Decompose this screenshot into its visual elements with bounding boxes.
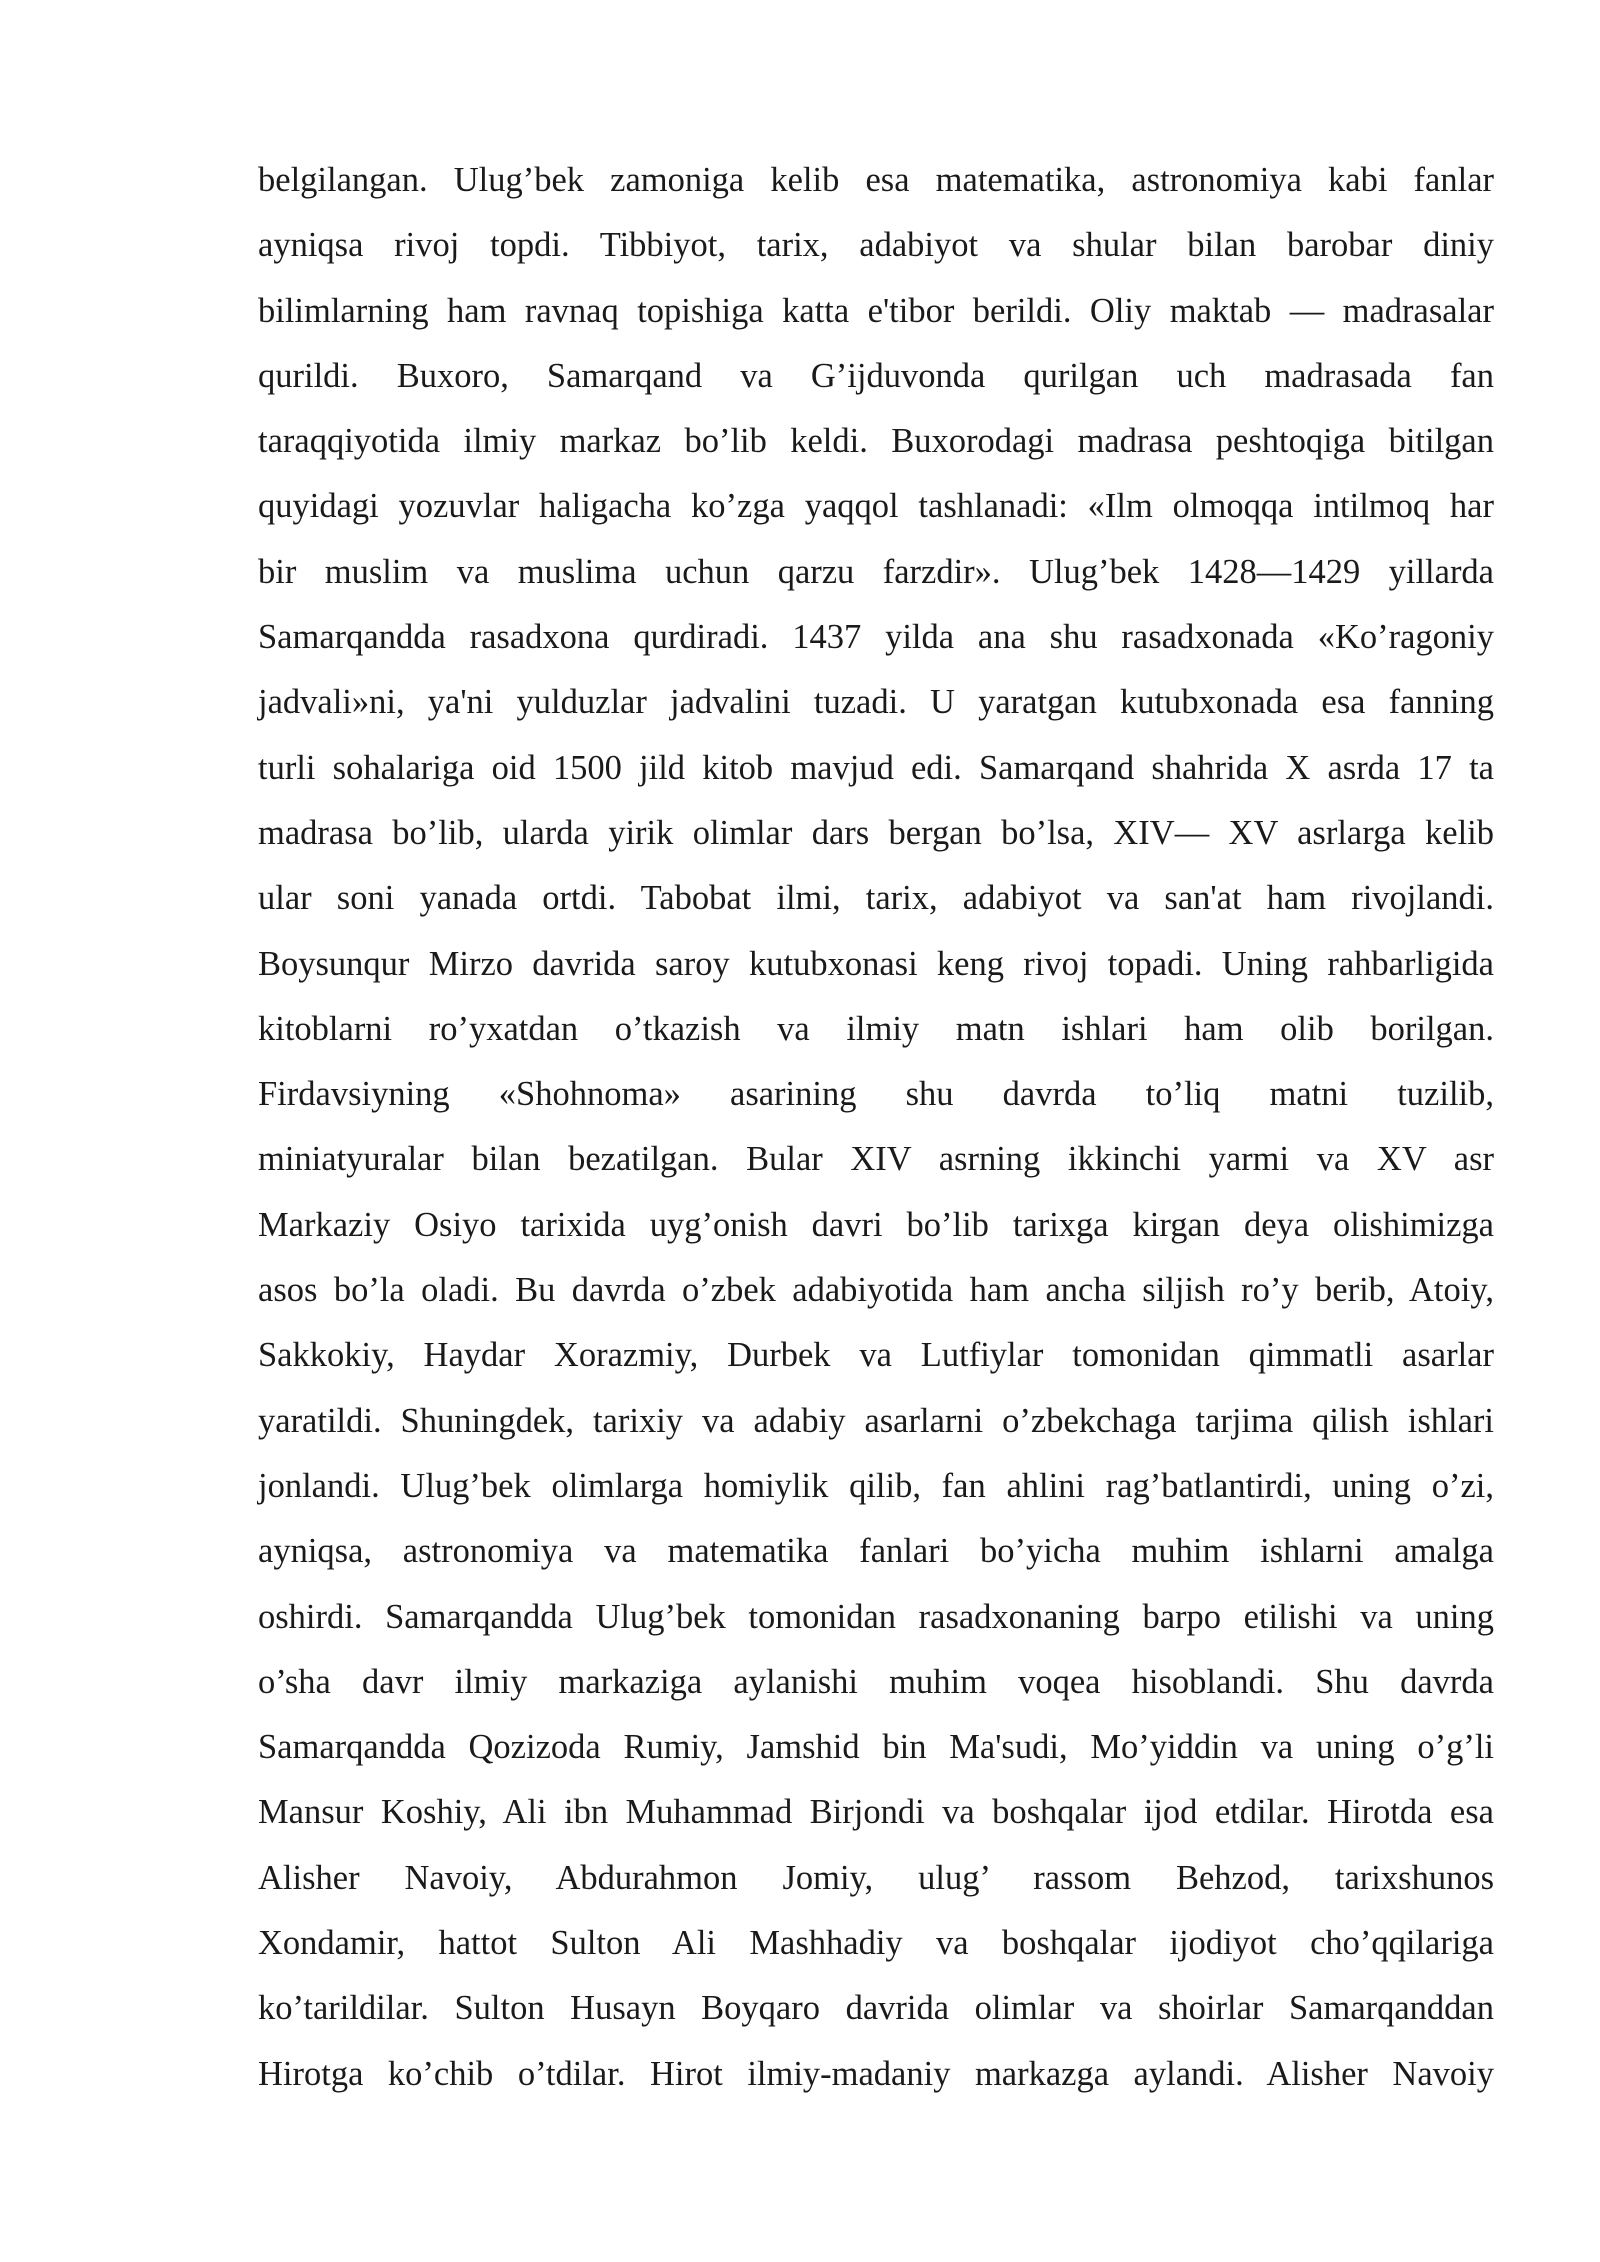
text-line: Samarqandda Qozizoda Rumiy, Jamshid bin Ma'sudi, Mo’yiddin va uning o’g’li (258, 1728, 1494, 1767)
text-line: ayniqsa, astronomiya va matematika fanlari bo’yicha muhim ishlarni amalga (258, 1532, 1494, 1571)
text-line: ular soni yanada ortdi. Tabobat ilmi, tarix, adabiyot va san'at ham rivojlandi. (258, 879, 1494, 918)
text-line: asos bo’la oladi. Bu davrda o’zbek adabiyotida ham ancha siljish ro’y berib, Atoiy, (258, 1271, 1494, 1310)
text-line: taraqqiyotida ilmiy markaz bo’lib keldi. Buxorodagi madrasa peshtoqiga bitilgan (258, 422, 1494, 461)
text-line: bilimlarning ham ravnaq topishiga katta e'tibor berildi. Oliy maktab — madrasalar (258, 291, 1494, 330)
text-line: oshirdi. Samarqandda Ulug’bek tomonidan rasadxonaning barpo etilishi va uning (258, 1597, 1494, 1636)
text-line: jonlandi. Ulug’bek olimlarga homiylik qilib, fan ahlini rag’batlantirdi, uning o’zi, (258, 1466, 1494, 1505)
text-line: Sakkokiy, Haydar Xorazmiy, Durbek va Lutfiylar tomonidan qimmatli asarlar (258, 1336, 1494, 1375)
text-line: jadvali»ni, ya'ni yulduzlar jadvalini tuzadi. U yaratgan kutubxonada esa fanning (258, 683, 1494, 722)
text-line: ayniqsa rivoj topdi. Tibbiyot, tarix, adabiyot va shular bilan barobar diniy (258, 226, 1494, 265)
text-line: Firdavsiyning «Shohnoma» asarining shu davrda to’liq matni tuzilib, (258, 1075, 1494, 1114)
text-line: miniatyuralar bilan bezatilgan. Bular XIV asrning ikkinchi yarmi va XV asr (258, 1140, 1494, 1179)
text-line: Alisher Navoiy, Abdurahmon Jomiy, ulug’ rassom Behzod, tarixshunos (258, 1858, 1494, 1897)
text-line: o’sha davr ilmiy markaziga aylanishi muhim voqea hisoblandi. Shu davrda (258, 1662, 1494, 1701)
text-line: Samarqandda rasadxona qurdiradi. 1437 yilda ana shu rasadxonada «Ko’ragoniy (258, 618, 1494, 657)
text-line: turli sohalariga oid 1500 jild kitob mavjud edi. Samarqand shahrida X asrda 17 ta (258, 748, 1494, 787)
text-line: Boysunqur Mirzo davrida saroy kutubxonasi keng rivoj topadi. Uning rahbarligida (258, 944, 1494, 983)
text-line: Hirotga ko’chib o’tdilar. Hirot ilmiy-madaniy markazga aylandi. Alisher Navoiy (258, 2054, 1494, 2093)
text-line: ko’tarildilar. Sulton Husayn Boyqaro davrida olimlar va shoirlar Samarqanddan (258, 1989, 1494, 2028)
text-line: bir muslim va muslima uchun qarzu farzdir». Ulug’bek 1428—1429 yillarda (258, 552, 1494, 591)
text-line: qurildi. Buxoro, Samarqand va G’ijduvonda qurilgan uch madrasada fan (258, 356, 1494, 395)
text-line: Xondamir, hattot Sulton Ali Mashhadiy va boshqalar ijodiyot cho’qqilariga (258, 1924, 1494, 1963)
text-line: madrasa bo’lib, ularda yirik olimlar dars bergan bo’lsa, XIV— XV asrlarga kelib (258, 813, 1494, 852)
text-line: belgilangan. Ulug’bek zamoniga kelib esa matematika, astronomiya kabi fanlar (258, 161, 1494, 199)
text-line: kitoblarni ro’yxatdan o’tkazish va ilmiy matn ishlari ham olib borilgan. (258, 1009, 1494, 1048)
text-line: quyidagi yozuvlar haligacha ko’zga yaqqol tashlanadi: «Ilm olmoqqa intilmoq har (258, 487, 1494, 526)
text-line: Markaziy Osiyo tarixida uyg’onish davri bo’lib tarixga kirgan deya olishimizga (258, 1205, 1494, 1244)
text-line: Mansur Koshiy, Ali ibn Muhammad Birjondi va boshqalar ijod etdilar. Hirotda esa (258, 1793, 1494, 1832)
body-text (258, 148, 1494, 2107)
text-line: yaratildi. Shuningdek, tarixiy va adabiy asarlarni o’zbekchaga tarjima qilish ishlari (258, 1401, 1494, 1440)
